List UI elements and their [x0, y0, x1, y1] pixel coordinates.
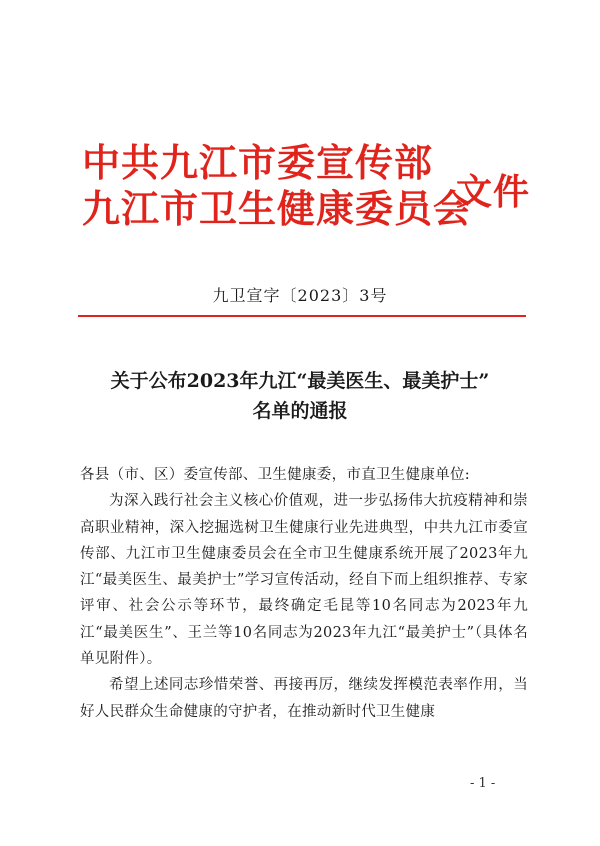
document-type-label: 文件: [456, 171, 531, 213]
title-line-2: 名单的通报: [252, 400, 348, 422]
page-number: - 1 -: [470, 776, 496, 791]
body-paragraph-1: 为深入践行社会主义核心价值观，进一步弘扬伟大抗疫精神和崇高职业精神，深入挖掘选树卫生健康行业先进典型，中共九江市委宣传部、九江市卫生健康委员会在全市卫生健康系统开展了2023年九江“最美医生、最美护士”学习宣传活动，经自下而上组织推荐、专家评审、社会公示等环节，最终确定毛昆等10名同志为2023年九江“最美医生”、王兰等10名同志为2023年九江“最美护士”（具体名单见附件）。: [80, 493, 528, 668]
issuer-propaganda-dept: 中共九江市委宣传部: [82, 140, 434, 185]
document-title: [0, 366, 600, 426]
title-line-1: 关于公布2023年九江“最美医生、最美护士”: [110, 370, 490, 392]
body-paragraph-2: 希望上述同志珍惜荣誉、再接再厉，继续发挥模范表率作用，当好人民群众生命健康的守护者，在推动新时代卫生健康: [80, 677, 528, 720]
salutation: 各县（市、区）委宣传部、卫生健康委，市直卫生健康单位:: [80, 467, 470, 483]
document-number: 九卫宣字〔2023〕3号: [212, 286, 388, 305]
red-divider-line: [78, 315, 526, 317]
document-body: [80, 462, 528, 725]
issuing-organizations: [82, 140, 472, 232]
issuer-health-commission: 九江市卫生健康委员会: [82, 186, 473, 231]
